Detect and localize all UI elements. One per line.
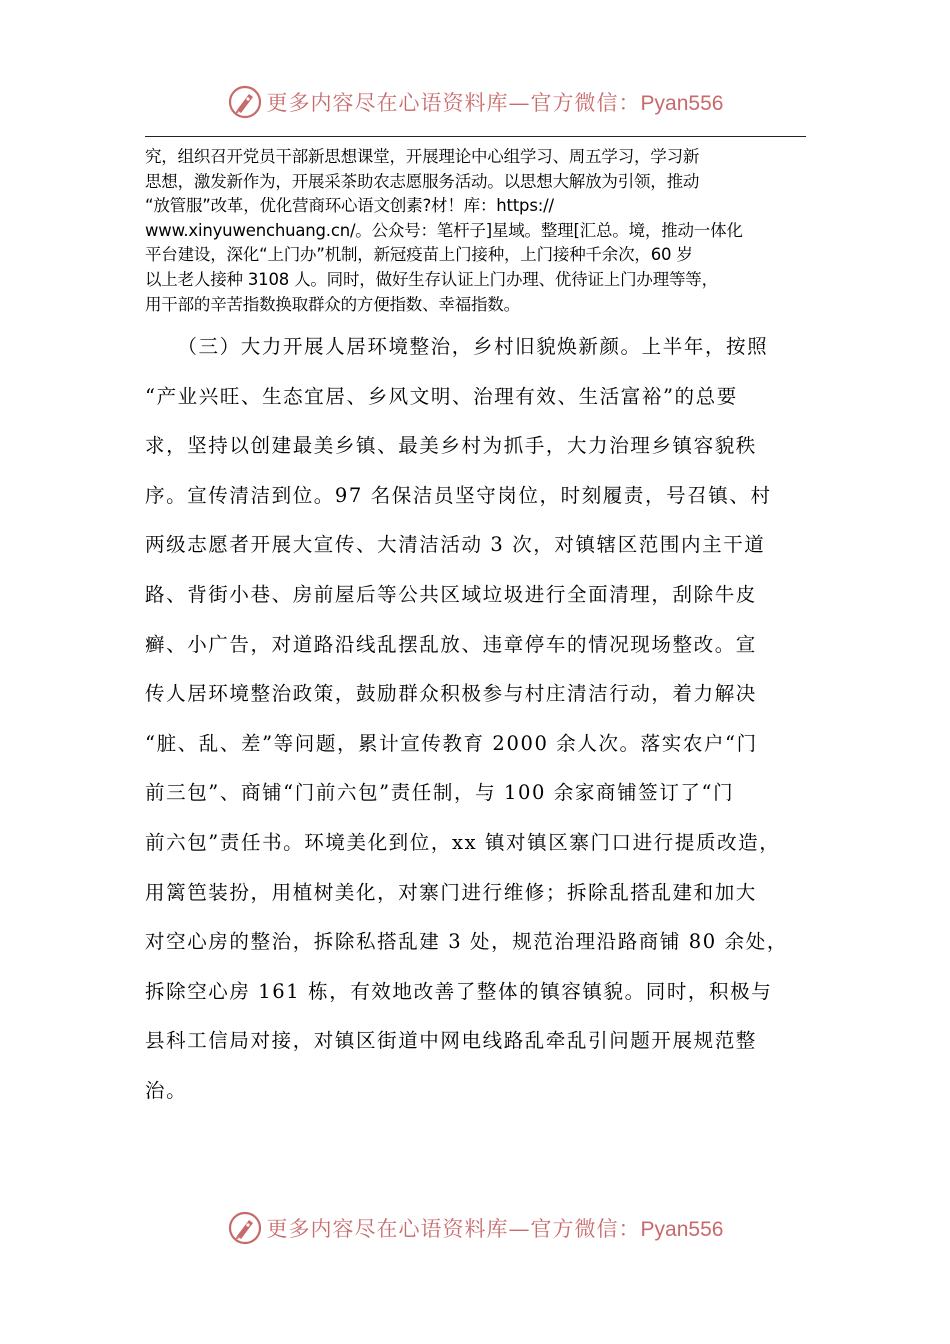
footer-banner: [0, 1210, 950, 1246]
text-line: “产业兴旺、生态宜居、乡风文明、治理有效、生活富裕”的总要: [145, 384, 738, 408]
text-line: 传人居环境整治政策，鼓励群众积极参与村庄清洁行动，着力解决: [145, 682, 757, 706]
text-line: 拆除空心房 161 栋，有效地改善了整体的镇容镇貌。同时，积极与: [145, 979, 773, 1003]
banner-text: 更多内容尽在心语资料库—官方微信：Pyan556: [266, 91, 724, 115]
banner-text: 更多内容尽在心语资料库—官方微信：Pyan556: [266, 1217, 724, 1241]
section-three-paragraph: [145, 329, 810, 1123]
text-line: “脏、乱、差”等问题，累计宣传教育 2000 余人次。落实农户“门: [145, 731, 758, 755]
header-divider: [145, 136, 806, 137]
pen-nib-seal-icon: [227, 84, 263, 120]
text-line: 序。宣传清洁到位。97 名保洁员坚守岗位，时刻履责，号召镇、村: [145, 483, 772, 507]
text-line: 前三包”、商铺“门前六包”责任制，与 100 余家商铺签订了“门: [145, 781, 735, 805]
banner-wechat-id: Pyan556: [640, 92, 724, 115]
section-heading-line: （三）大力开展人居环境整治，乡村旧貌焕新颜。上半年，按照: [145, 335, 769, 358]
banner-wechat-id: Pyan556: [640, 1218, 724, 1241]
text-line: 求，坚持以创建最美乡镇、最美乡村为抓手，大力治理乡镇容貌秩: [145, 434, 757, 458]
text-line: 平台建设，深化“上门办”机制，新冠疫苗上门接种，上门接种千余次，60 岁: [145, 245, 693, 265]
pen-nib-seal-icon: [227, 1210, 263, 1246]
text-line: 以上老人接种 3108 人。同时，做好生存认证上门办理、优待证上门办理等等，: [145, 269, 718, 289]
text-line: 用干部的辛苦指数换取群众的方便指数、幸福指数。: [145, 294, 520, 314]
text-line: 究，组织召开党员干部新思想课堂，开展理论中心组学习、周五学习，学习新: [145, 147, 700, 166]
text-line: 对空心房的整治，拆除私搭乱建 3 处，规范治理沿路商铺 80 余处，: [145, 930, 788, 954]
text-line: “放管服”改革，优化营商环心语文创素?材！库：https://: [145, 196, 554, 216]
header-banner: [0, 84, 950, 120]
text-line: 路、背街小巷、房前屋后等公共区域垃圾进行全面清理，刮除牛皮: [145, 582, 757, 606]
text-line: 治。: [145, 1078, 188, 1102]
text-line: 两级志愿者开展大宣传、大清洁活动 3 次，对镇辖区范围内主干道: [145, 533, 766, 557]
text-line: 前六包”责任书。环境美化到位，xx 镇对镇区寨门口进行提质改造，: [145, 830, 781, 854]
text-line: 癣、小广告，对道路沿线乱摆乱放、违章停车的情况现场整改。宣: [145, 632, 757, 656]
text-line: 思想，激发新作为，开展采茶助农志愿服务活动。以思想大解放为引领，推动: [145, 171, 700, 191]
continuation-paragraph: [145, 145, 805, 317]
text-line: 县科工信局对接，对镇区街道中网电线路乱牵乱引问题开展规范整: [145, 1029, 757, 1053]
text-line: www.xinyuwenchuang.cn/。公众号：笔杆子]星域。整理[汇总。境，推动一体化: [145, 220, 743, 240]
text-line: 用篱笆装扮，用植树美化，对寨门进行维修；拆除乱搭乱建和加大: [145, 880, 757, 904]
